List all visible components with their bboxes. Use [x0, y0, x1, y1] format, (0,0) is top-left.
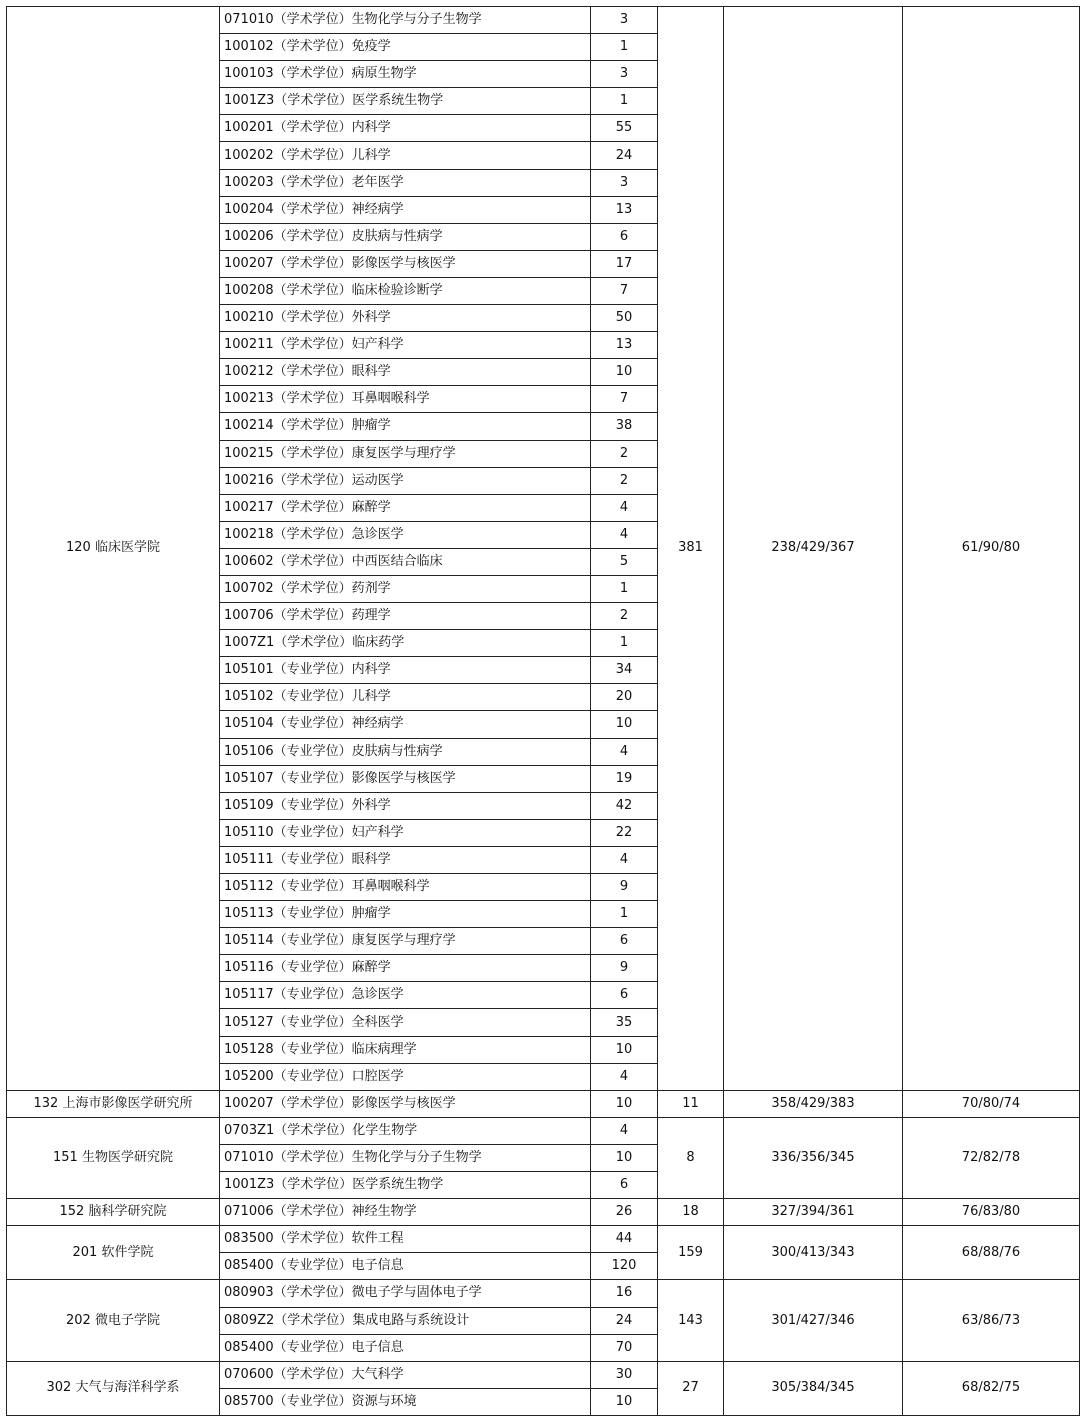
- admitted-count-cell: 143: [658, 1280, 724, 1361]
- applicant-count-cell: 6: [591, 928, 658, 955]
- applicant-count-cell: 70: [591, 1334, 658, 1361]
- major-cell: 105109（专业学位）外科学: [220, 792, 591, 819]
- applicant-count-cell: 1: [591, 34, 658, 61]
- college-name-cell: 202 微电子学院: [7, 1280, 220, 1361]
- major-cell: 105200（专业学位）口腔医学: [220, 1063, 591, 1090]
- major-cell: 085700（专业学位）资源与环境: [220, 1388, 591, 1415]
- admission-table-sheet: [6, 6, 1077, 1416]
- single-subject-score-cell: 72/82/78: [903, 1117, 1080, 1198]
- major-cell: 100706（学术学位）药理学: [220, 603, 591, 630]
- major-cell: 100206（学术学位）皮肤病与性病学: [220, 223, 591, 250]
- college-name-cell: 302 大气与海洋科学系: [7, 1361, 220, 1415]
- applicant-count-cell: 9: [591, 874, 658, 901]
- applicant-count-cell: 38: [591, 413, 658, 440]
- major-cell: 100202（学术学位）儿科学: [220, 142, 591, 169]
- applicant-count-cell: 4: [591, 1063, 658, 1090]
- major-cell: 105113（专业学位）肿瘤学: [220, 901, 591, 928]
- total-score-cell: 336/356/345: [724, 1117, 903, 1198]
- major-cell: 100215（学术学位）康复医学与理疗学: [220, 440, 591, 467]
- major-cell: 100208（学术学位）临床检验诊断学: [220, 277, 591, 304]
- major-cell: 105104（专业学位）神经病学: [220, 711, 591, 738]
- applicant-count-cell: 13: [591, 196, 658, 223]
- applicant-count-cell: 6: [591, 1172, 658, 1199]
- major-cell: 085400（专业学位）电子信息: [220, 1334, 591, 1361]
- major-cell: 105127（专业学位）全科医学: [220, 1009, 591, 1036]
- admitted-count-cell: 27: [658, 1361, 724, 1415]
- major-cell: 100207（学术学位）影像医学与核医学: [220, 250, 591, 277]
- applicant-count-cell: 9: [591, 955, 658, 982]
- major-cell: 100702（学术学位）药剂学: [220, 575, 591, 602]
- applicant-count-cell: 2: [591, 467, 658, 494]
- applicant-count-cell: 50: [591, 305, 658, 332]
- college-name-cell: 201 软件学院: [7, 1226, 220, 1280]
- major-cell: 071006（学术学位）神经生物学: [220, 1199, 591, 1226]
- single-subject-score-cell: 70/80/74: [903, 1090, 1080, 1117]
- applicant-count-cell: 4: [591, 521, 658, 548]
- applicant-count-cell: 1: [591, 630, 658, 657]
- major-cell: 100213（学术学位）耳鼻咽喉科学: [220, 386, 591, 413]
- major-cell: 100214（学术学位）肿瘤学: [220, 413, 591, 440]
- applicant-count-cell: 120: [591, 1253, 658, 1280]
- major-cell: 105128（专业学位）临床病理学: [220, 1036, 591, 1063]
- major-cell: 100211（学术学位）妇产科学: [220, 332, 591, 359]
- table-row: [7, 1361, 1080, 1388]
- major-cell: 100212（学术学位）眼科学: [220, 359, 591, 386]
- applicant-count-cell: 4: [591, 738, 658, 765]
- applicant-count-cell: 3: [591, 169, 658, 196]
- table-row: [7, 7, 1080, 34]
- major-cell: 0809Z2（学术学位）集成电路与系统设计: [220, 1307, 591, 1334]
- major-cell: 105101（专业学位）内科学: [220, 657, 591, 684]
- table-row: [7, 1226, 1080, 1253]
- major-cell: 105117（专业学位）急诊医学: [220, 982, 591, 1009]
- applicant-count-cell: 3: [591, 7, 658, 34]
- college-name-cell: 151 生物医学研究院: [7, 1117, 220, 1198]
- table-row: [7, 1090, 1080, 1117]
- applicant-count-cell: 10: [591, 359, 658, 386]
- major-cell: 1001Z3（学术学位）医学系统生物学: [220, 88, 591, 115]
- major-cell: 100102（学术学位）免疫学: [220, 34, 591, 61]
- single-subject-score-cell: 68/88/76: [903, 1226, 1080, 1280]
- major-cell: 100207（学术学位）影像医学与核医学: [220, 1090, 591, 1117]
- major-cell: 105102（专业学位）儿科学: [220, 684, 591, 711]
- applicant-count-cell: 4: [591, 1117, 658, 1144]
- applicant-count-cell: 1: [591, 575, 658, 602]
- applicant-count-cell: 24: [591, 1307, 658, 1334]
- major-cell: 105110（专业学位）妇产科学: [220, 819, 591, 846]
- major-cell: 083500（学术学位）软件工程: [220, 1226, 591, 1253]
- major-cell: 100103（学术学位）病原生物学: [220, 61, 591, 88]
- single-subject-score-cell: 61/90/80: [903, 7, 1080, 1091]
- applicant-count-cell: 10: [591, 1090, 658, 1117]
- major-cell: 085400（专业学位）电子信息: [220, 1253, 591, 1280]
- applicant-count-cell: 10: [591, 1036, 658, 1063]
- applicant-count-cell: 35: [591, 1009, 658, 1036]
- major-cell: 100216（学术学位）运动医学: [220, 467, 591, 494]
- major-cell: 100210（学术学位）外科学: [220, 305, 591, 332]
- admitted-count-cell: 11: [658, 1090, 724, 1117]
- major-cell: 100201（学术学位）内科学: [220, 115, 591, 142]
- total-score-cell: 238/429/367: [724, 7, 903, 1091]
- applicant-count-cell: 10: [591, 1388, 658, 1415]
- single-subject-score-cell: 63/86/73: [903, 1280, 1080, 1361]
- major-cell: 105112（专业学位）耳鼻咽喉科学: [220, 874, 591, 901]
- applicant-count-cell: 22: [591, 819, 658, 846]
- applicant-count-cell: 4: [591, 494, 658, 521]
- major-cell: 100602（学术学位）中西医结合临床: [220, 548, 591, 575]
- applicant-count-cell: 20: [591, 684, 658, 711]
- applicant-count-cell: 44: [591, 1226, 658, 1253]
- total-score-cell: 358/429/383: [724, 1090, 903, 1117]
- applicant-count-cell: 26: [591, 1199, 658, 1226]
- admitted-count-cell: 8: [658, 1117, 724, 1198]
- applicant-count-cell: 24: [591, 142, 658, 169]
- total-score-cell: 327/394/361: [724, 1199, 903, 1226]
- major-cell: 071010（学术学位）生物化学与分子生物学: [220, 7, 591, 34]
- total-score-cell: 301/427/346: [724, 1280, 903, 1361]
- applicant-count-cell: 6: [591, 223, 658, 250]
- single-subject-score-cell: 68/82/75: [903, 1361, 1080, 1415]
- major-cell: 100204（学术学位）神经病学: [220, 196, 591, 223]
- single-subject-score-cell: 76/83/80: [903, 1199, 1080, 1226]
- major-cell: 105107（专业学位）影像医学与核医学: [220, 765, 591, 792]
- major-cell: 071010（学术学位）生物化学与分子生物学: [220, 1144, 591, 1171]
- major-cell: 070600（学术学位）大气科学: [220, 1361, 591, 1388]
- college-name-cell: 152 脑科学研究院: [7, 1199, 220, 1226]
- applicant-count-cell: 55: [591, 115, 658, 142]
- applicant-count-cell: 4: [591, 846, 658, 873]
- major-cell: 0703Z1（学术学位）化学生物学: [220, 1117, 591, 1144]
- total-score-cell: 305/384/345: [724, 1361, 903, 1415]
- applicant-count-cell: 7: [591, 386, 658, 413]
- admitted-count-cell: 381: [658, 7, 724, 1091]
- major-cell: 105114（专业学位）康复医学与理疗学: [220, 928, 591, 955]
- major-cell: 1007Z1（学术学位）临床药学: [220, 630, 591, 657]
- major-cell: 105116（专业学位）麻醉学: [220, 955, 591, 982]
- college-name-cell: 120 临床医学院: [7, 7, 220, 1091]
- major-cell: 100217（学术学位）麻醉学: [220, 494, 591, 521]
- total-score-cell: 300/413/343: [724, 1226, 903, 1280]
- table-row: [7, 1199, 1080, 1226]
- applicant-count-cell: 34: [591, 657, 658, 684]
- applicant-count-cell: 19: [591, 765, 658, 792]
- applicant-count-cell: 42: [591, 792, 658, 819]
- college-name-cell: 132 上海市影像医学研究所: [7, 1090, 220, 1117]
- admitted-count-cell: 18: [658, 1199, 724, 1226]
- major-cell: 100203（学术学位）老年医学: [220, 169, 591, 196]
- applicant-count-cell: 2: [591, 603, 658, 630]
- applicant-count-cell: 7: [591, 277, 658, 304]
- applicant-count-cell: 17: [591, 250, 658, 277]
- major-cell: 105111（专业学位）眼科学: [220, 846, 591, 873]
- applicant-count-cell: 1: [591, 901, 658, 928]
- admission-table: [6, 6, 1080, 1416]
- applicant-count-cell: 13: [591, 332, 658, 359]
- major-cell: 1001Z3（学术学位）医学系统生物学: [220, 1172, 591, 1199]
- applicant-count-cell: 16: [591, 1280, 658, 1307]
- table-row: [7, 1117, 1080, 1144]
- applicant-count-cell: 1: [591, 88, 658, 115]
- applicant-count-cell: 10: [591, 1144, 658, 1171]
- applicant-count-cell: 10: [591, 711, 658, 738]
- major-cell: 105106（专业学位）皮肤病与性病学: [220, 738, 591, 765]
- applicant-count-cell: 3: [591, 61, 658, 88]
- applicant-count-cell: 2: [591, 440, 658, 467]
- applicant-count-cell: 6: [591, 982, 658, 1009]
- applicant-count-cell: 30: [591, 1361, 658, 1388]
- major-cell: 100218（学术学位）急诊医学: [220, 521, 591, 548]
- table-row: [7, 1280, 1080, 1307]
- admitted-count-cell: 159: [658, 1226, 724, 1280]
- table-body: [7, 7, 1080, 1416]
- applicant-count-cell: 5: [591, 548, 658, 575]
- major-cell: 080903（学术学位）微电子学与固体电子学: [220, 1280, 591, 1307]
